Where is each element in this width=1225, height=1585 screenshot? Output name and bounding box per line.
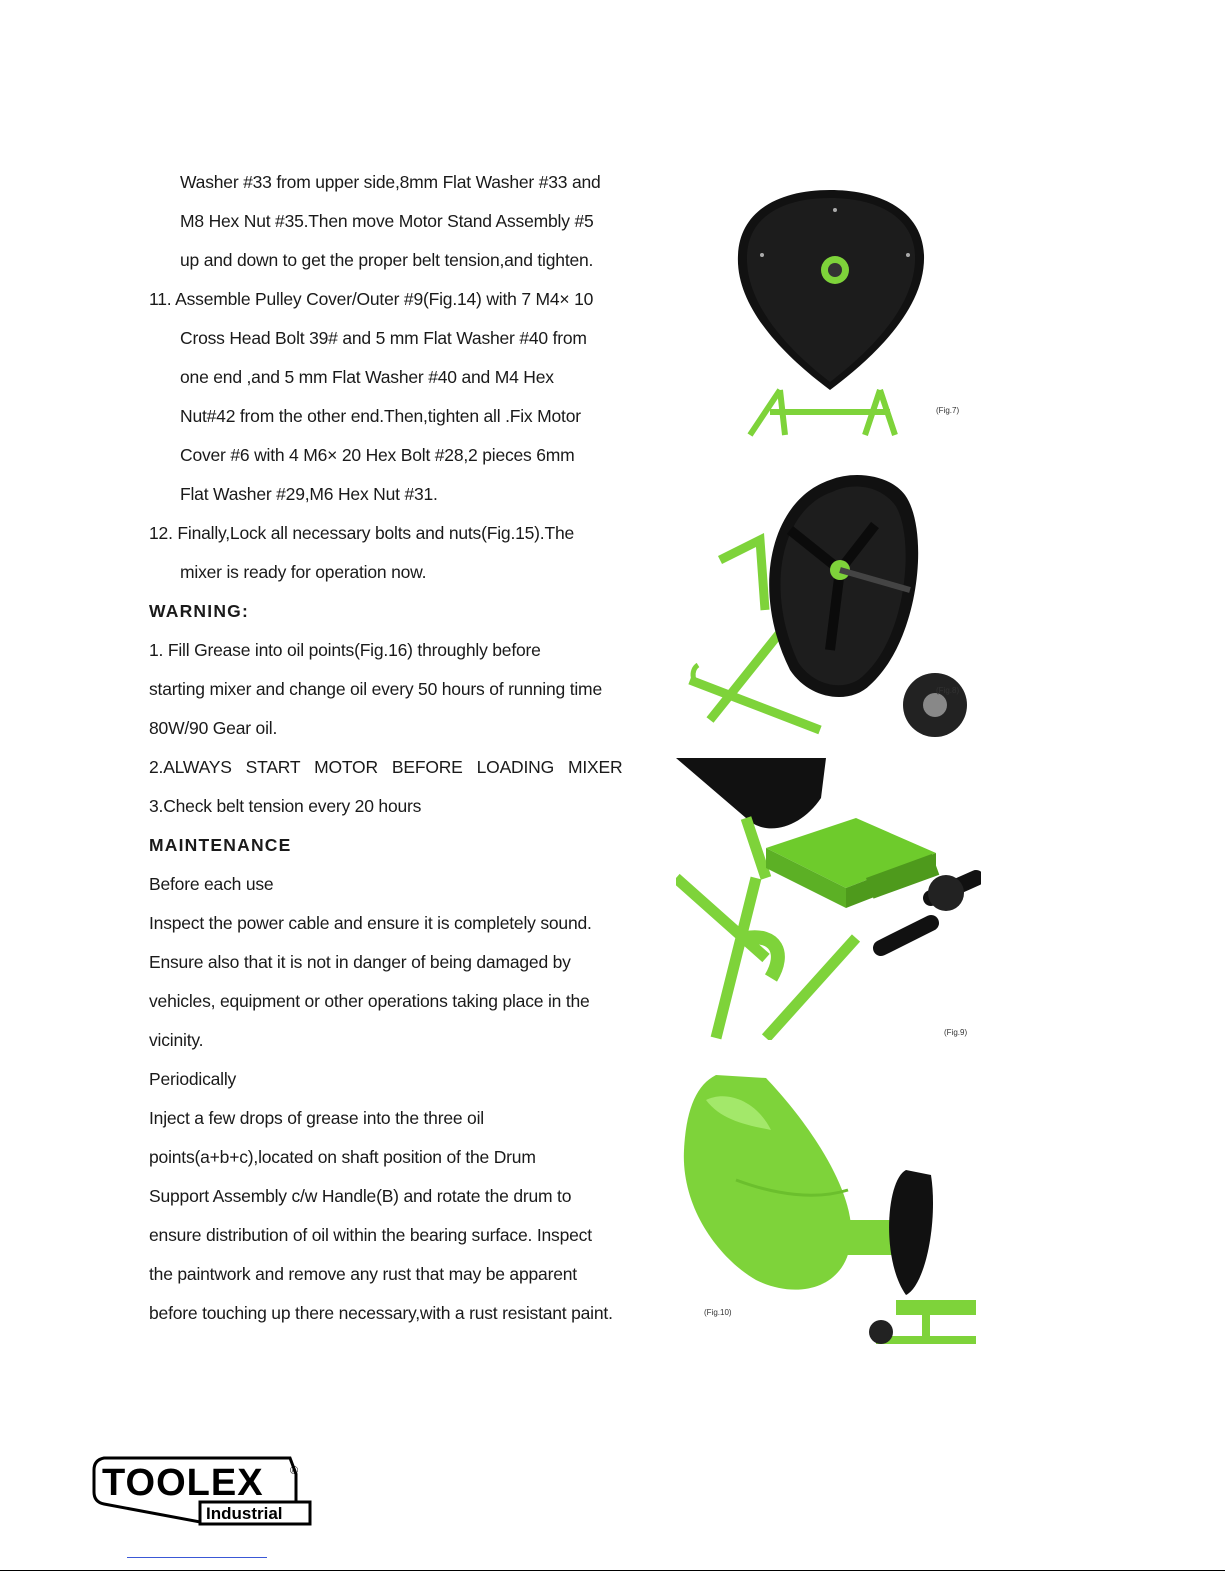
logo-graphic <box>90 1452 314 1527</box>
warning-line: 1. Fill Grease into oil points(Fig.16) throughly before <box>149 640 541 660</box>
figure-8 <box>680 470 970 740</box>
maintenance-line: vicinity. <box>149 1030 204 1050</box>
instruction-line: up and down to get the proper belt tension,and tighten. <box>180 250 594 270</box>
maintenance-line: Ensure also that it is not in danger of being damaged by <box>149 952 571 972</box>
instruction-line: Flat Washer #29,M6 Hex Nut #31. <box>180 484 438 504</box>
maintenance-line: the paintwork and remove any rust that may be apparent <box>149 1264 577 1284</box>
figure-10 <box>676 1070 986 1345</box>
figure-caption: (Fig.8) <box>936 686 960 695</box>
pulley-cover-image <box>730 180 970 440</box>
maintenance-heading: MAINTENANCE <box>149 835 292 855</box>
maintenance-line: ensure distribution of oil within the bearing surface. Inspect <box>149 1225 592 1245</box>
instruction-line: M8 Hex Nut #35.Then move Motor Stand Assembly #5 <box>180 211 594 231</box>
registered-mark: ® <box>290 1465 299 1477</box>
warning-line: 80W/90 Gear oil. <box>149 718 278 738</box>
maintenance-line: points(a+b+c),located on shaft position of the Drum <box>149 1147 536 1167</box>
pulley-side-image <box>680 470 970 740</box>
figure-caption: (Fig.7) <box>936 406 960 415</box>
instruction-line: one end ,and 5 mm Flat Washer #40 and M4 Hex <box>180 367 554 387</box>
logo-sub-text: Industrial <box>206 1504 283 1523</box>
mixer-drum-image <box>676 1070 986 1345</box>
instruction-line: Nut#42 from the other end.Then,tighten all .Fix Motor <box>180 406 581 426</box>
warning-line: 2.ALWAYS START MOTOR BEFORE LOADING MIXER <box>149 757 623 777</box>
instruction-step-12: 12. Finally,Lock all necessary bolts and nuts(Fig.15).The <box>149 523 575 543</box>
instruction-line: Cover #6 with 4 M6× 20 Hex Bolt #28,2 pieces 6mm <box>180 445 575 465</box>
maintenance-subheading: Periodically <box>149 1069 237 1089</box>
instruction-line: mixer is ready for operation now. <box>180 562 427 582</box>
page-bottom-rule <box>0 1570 1225 1571</box>
instruction-step-11: 11. Assemble Pulley Cover/Outer #9(Fig.14) with 7 M4× 10 <box>149 289 594 309</box>
warning-line: starting mixer and change oil every 50 hours of running time <box>149 679 602 699</box>
figure-caption: (Fig.9) <box>944 1028 968 1037</box>
maintenance-line: Inspect the power cable and ensure it is completely sound. <box>149 913 592 933</box>
warning-heading: WARNING: <box>149 601 250 621</box>
logo-brand-text: TOOLEX <box>102 1462 264 1504</box>
figure-9 <box>676 758 981 1040</box>
instruction-line: Cross Head Bolt 39# and 5 mm Flat Washer #40 from <box>180 328 587 348</box>
maintenance-line: Support Assembly c/w Handle(B) and rotate the drum to <box>149 1186 572 1206</box>
handle-stand-image <box>676 758 981 1040</box>
toolex-logo <box>90 1452 314 1527</box>
figure-7 <box>730 180 970 440</box>
maintenance-line: Inject a few drops of grease into the three oil <box>149 1108 484 1128</box>
maintenance-line: before touching up there necessary,with a rust resistant paint. <box>149 1303 613 1323</box>
maintenance-subheading: Before each use <box>149 874 274 894</box>
hyperlink-underline[interactable] <box>127 1557 267 1558</box>
warning-line: 3.Check belt tension every 20 hours <box>149 796 422 816</box>
instruction-line: Washer #33 from upper side,8mm Flat Washer #33 and <box>180 172 601 192</box>
maintenance-line: vehicles, equipment or other operations taking place in the <box>149 991 590 1011</box>
figure-caption: (Fig.10) <box>704 1308 732 1317</box>
